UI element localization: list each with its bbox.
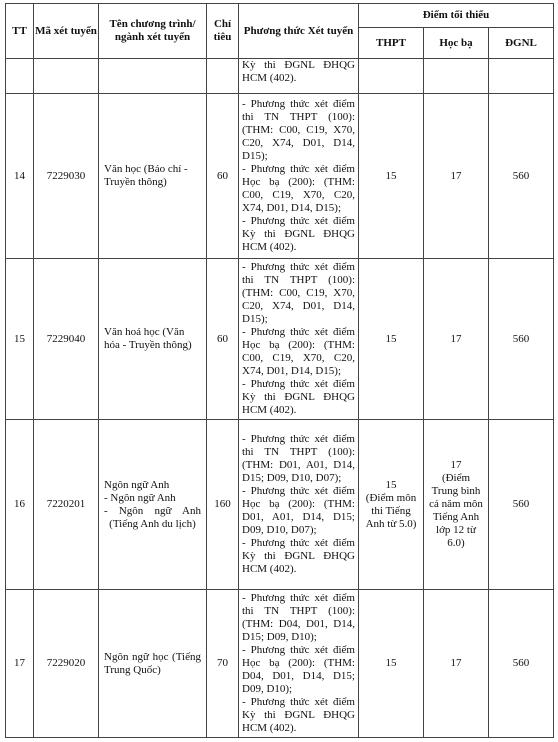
thpt-note: (Điểm môn thi Tiếng Anh từ 5.0) (365, 491, 417, 530)
method-line: - Phương thức xét điểm Học bạ (200): (THM: C00, C19, X70, C20, X74, D01, D14, D15); (242, 163, 355, 214)
method-cell: Kỳ thi ĐGNL ĐHQG HCM (402). (239, 59, 359, 94)
code-cell: 7229040 (34, 259, 99, 420)
method-cell (239, 94, 359, 259)
code-cell: 7220201 (34, 420, 99, 590)
tt-cell: 15 (6, 259, 34, 420)
method-line: - Phương thức xét điểm Kỳ thi ĐGNL ĐHQG HCM (402). (242, 378, 355, 416)
table-row (6, 94, 554, 259)
header-hocba: Học bạ (424, 28, 489, 59)
tt-cell: 16 (6, 420, 34, 590)
header-method: Phương thức Xét tuyển (239, 4, 359, 59)
method-line: - Phương thức xét điểm Học bạ (200): (THM: C00, C19, X70, C20, X74, D01, D14, D15); (242, 326, 355, 377)
method-cell (239, 259, 359, 420)
method-line: - Phương thức xét điểm Kỳ thi ĐGNL ĐHQG HCM (402). (242, 537, 355, 575)
header-row-1 (6, 4, 554, 28)
header-dgnl: ĐGNL (489, 28, 554, 59)
method-cell (239, 420, 359, 590)
dgnl-cell: 560 (489, 590, 554, 738)
method-cell (239, 590, 359, 738)
header-code: Mã xét tuyển (34, 4, 99, 59)
thpt-cell: 15 (359, 590, 424, 738)
method-line: - Phương thức xét điểm thi TN THPT (100): (THM: C00, C19, X70, C20, X74, D01, D14, D15); (242, 261, 355, 325)
dgnl-cell: 560 (489, 94, 554, 259)
method-line: - Phương thức xét điểm Học bạ (200): (THM: D04, D01, D14, D15; D09, D10); (242, 644, 355, 695)
hocba-note: (Điểm Trung bình cả năm môn Tiếng Anh lớp 12 từ 6.0) (429, 472, 483, 549)
tt-cell: 17 (6, 590, 34, 738)
table-row (6, 420, 554, 590)
method-line: - Phương thức xét điểm Kỳ thi ĐGNL ĐHQG HCM (402). (242, 696, 355, 734)
program-cell: Ngôn ngữ học (Tiếng Trung Quốc) (99, 590, 207, 738)
code-cell: 7229020 (34, 590, 99, 738)
method-line: - Phương thức xét điểm thi TN THPT (100): (THM: D04, D01, D14, D15; D09, D10); (242, 592, 355, 643)
hocba-value: 17 (450, 459, 462, 471)
program-cell: Văn học (Báo chí - Truyền thông) (99, 94, 207, 259)
table-row (6, 259, 554, 420)
thpt-cell: 15 (359, 259, 424, 420)
program-cell: Văn hoá học (Văn hóa - Truyền thông) (99, 259, 207, 420)
hocba-cell: 17 (424, 590, 489, 738)
hocba-cell: 17 (424, 259, 489, 420)
thpt-cell (359, 420, 424, 590)
program-line: Ngôn ngữ Anh (104, 478, 170, 491)
header-min-score: Điểm tối thiểu (359, 4, 554, 28)
hocba-cell (424, 420, 489, 590)
table-row-continuation (6, 59, 554, 94)
method-line: - Phương thức xét điểm thi TN THPT (100): (THM: D01, A01, D14, D15; D09, D10, D07); (242, 433, 355, 484)
admission-table (5, 3, 554, 738)
header-quota: Chỉ tiêu (207, 4, 239, 59)
program-cell (99, 420, 207, 590)
quota-cell: 60 (207, 259, 239, 420)
hocba-cell: 17 (424, 94, 489, 259)
thpt-cell: 15 (359, 94, 424, 259)
program-line: - Ngôn ngữ Anh (104, 491, 176, 504)
header-program: Tên chương trình/ ngành xét tuyển (99, 4, 207, 59)
method-line: - Phương thức xét điểm Kỳ thi ĐGNL ĐHQG HCM (402). (242, 215, 355, 253)
table-row (6, 590, 554, 738)
quota-cell: 70 (207, 590, 239, 738)
method-line: - Phương thức xét điểm Học bạ (200): (THM: D01, A01, D14, D15; D09, D10, D07); (242, 485, 355, 536)
code-cell: 7229030 (34, 94, 99, 259)
quota-cell: 60 (207, 94, 239, 259)
tt-cell: 14 (6, 94, 34, 259)
header-tt: TT (6, 4, 34, 59)
dgnl-cell: 560 (489, 259, 554, 420)
dgnl-cell: 560 (489, 420, 554, 590)
method-line: - Phương thức xét điểm thi TN THPT (100): (THM: C00, C19, X70, C20, X74, D01, D14, D15); (242, 98, 355, 162)
program-line: - Ngôn ngữ Anh (Tiếng Anh du lịch) (104, 504, 201, 530)
thpt-value: 15 (385, 478, 397, 491)
quota-cell: 160 (207, 420, 239, 590)
header-thpt: THPT (359, 28, 424, 59)
